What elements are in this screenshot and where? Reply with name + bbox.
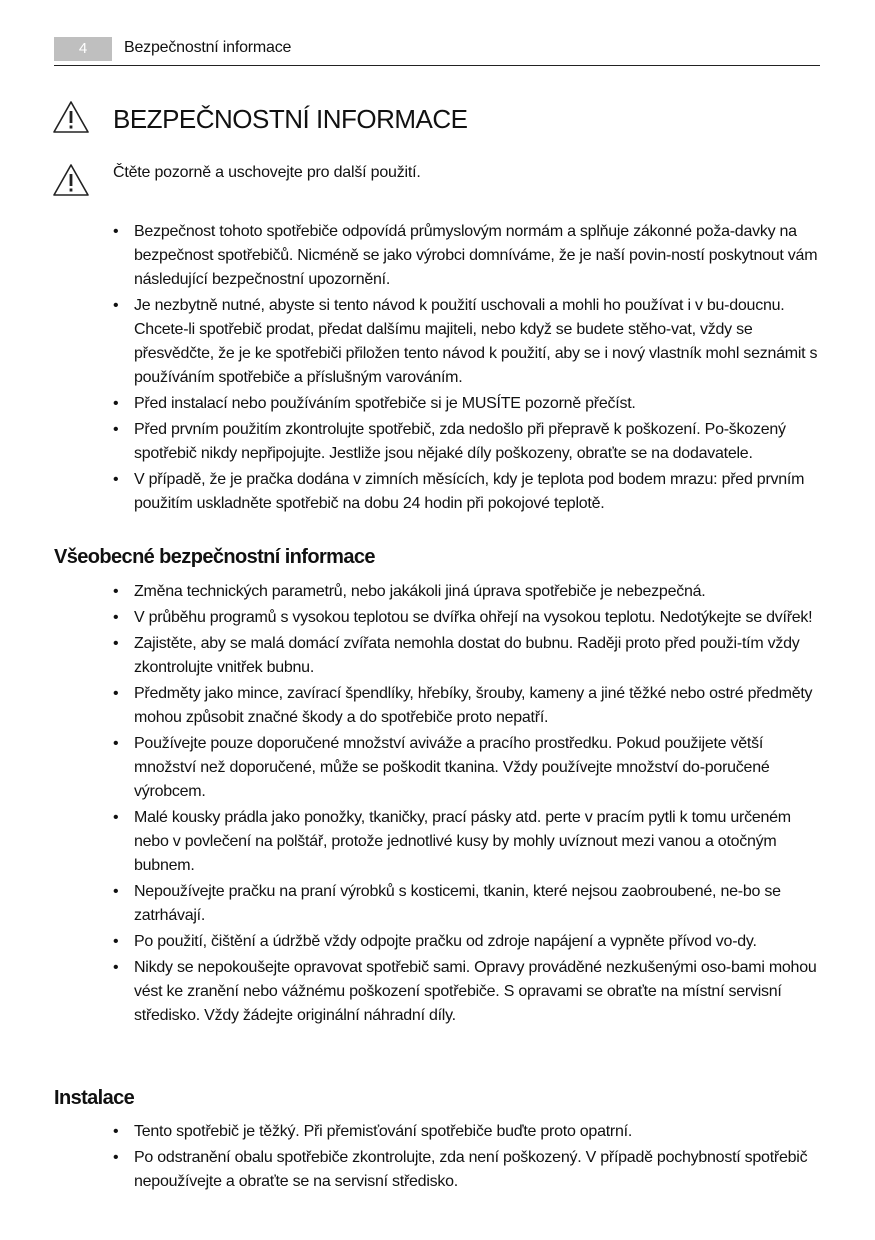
list-item: • V případě, že je pračka dodána v zimních měsících, kdy je teplota pod bodem mrazu: před prvním použitím uskladněte spotřebič na dobu 24 hodin při pokojové teplotě. <box>113 468 825 516</box>
page-number: 4 <box>54 37 112 61</box>
warning-triangle-icon <box>52 100 90 134</box>
list-item: • Změna technických parametrů, nebo jakákoli jiná úprava spotřebiče je nebezpečná. <box>113 580 825 604</box>
header-title: Bezpečnostní informace <box>124 39 292 56</box>
list-item: • Zajistěte, aby se malá domácí zvířata nemohla dostat do bubnu. Raději proto před použi-tím vždy zkontrolujte vnitřek bubnu. <box>113 632 825 680</box>
section-heading-installation: Instalace <box>54 1087 135 1109</box>
list-item: • Před instalací nebo používáním spotřebiče si je MUSÍTE pozorně přečíst. <box>113 392 825 416</box>
warning-triangle-icon <box>52 163 90 197</box>
page-header <box>54 37 820 66</box>
installation-list <box>113 1120 825 1196</box>
intro-text: Čtěte pozorně a uschovejte pro další použití. <box>113 164 421 181</box>
general-list <box>113 580 825 1030</box>
list-item: • Po použití, čištění a údržbě vždy odpojte pračku od zdroje napájení a vypněte přívod vo-dy. <box>113 930 825 954</box>
list-item: • Před prvním použitím zkontrolujte spotřebič, zda nedošlo při přepravě k poškození. Po-škozený spotřebič nikdy nepřipojujte. Jestliže jsou nějaké díly poškozeny, obraťte se na dodavatele. <box>113 418 825 466</box>
list-item: • Bezpečnost tohoto spotřebiče odpovídá průmyslovým normám a splňuje zákonné poža-davky na bezpečnost spotřebičů. Nicméně se jako výrobci domníváme, že je naší povin-ností poskytnout vám následující bezpečnostní upozornění. <box>113 220 825 292</box>
list-item: • Nepoužívejte pračku na praní výrobků s kosticemi, tkanin, které nejsou zaobroubené, ne-bo se zatrhávají. <box>113 880 825 928</box>
list-item: • Tento spotřebič je těžký. Při přemisťování spotřebiče buďte proto opatrní. <box>113 1120 825 1144</box>
list-item: • Nikdy se nepokoušejte opravovat spotřebič sami. Opravy prováděné nezkušenými oso-bami mohou vést ke zranění nebo vážnému poškození spotřebiče. S opravami se obraťte na místní servisní středisko. Vždy žádejte originální náhradní díly. <box>113 956 825 1028</box>
list-item: • V průběhu programů s vysokou teplotou se dvířka ohřejí na vysokou teplotu. Nedotýkejte se dvířek! <box>113 606 825 630</box>
section-heading-general: Všeobecné bezpečnostní informace <box>54 546 375 568</box>
list-item: • Předměty jako mince, zavírací špendlíky, hřebíky, šrouby, kameny a jiné těžké nebo ostré předměty mohou způsobit značné škody a do spotřebiče proto nepatří. <box>113 682 825 730</box>
intro-list <box>113 220 825 518</box>
list-item: • Po odstranění obalu spotřebiče zkontrolujte, zda není poškozený. V případě pochybností spotřebič nepoužívejte a obraťte se na servisní středisko. <box>113 1146 825 1194</box>
main-title: BEZPEČNOSTNÍ INFORMACE <box>113 104 468 134</box>
list-item: • Používejte pouze doporučené množství aviváže a pracího prostředku. Pokud použijete větší množství než doporučené, může se poškodit tkanina. Vždy používejte množství do-poručené výrobcem. <box>113 732 825 804</box>
list-item: • Malé kousky prádla jako ponožky, tkaničky, prací pásky atd. perte v pracím pytli k tomu určeném nebo v povlečení na polštář, protože jednotlivé kusy by mohly uvíznout mezi vanou a otočným bubnem. <box>113 806 825 878</box>
list-item: • Je nezbytně nutné, abyste si tento návod k použití uschovali a mohli ho používat i v bu-doucnu. Chcete-li spotřebič prodat, předat dalšímu majiteli, nebo když se budete stěho-vat, vždy se přesvědčte, že je ke spotřebiči přiložen tento návod k použití, aby se i nový vlastník mohl seznámit s používáním spotřebiče a příslušným varováním. <box>113 294 825 390</box>
